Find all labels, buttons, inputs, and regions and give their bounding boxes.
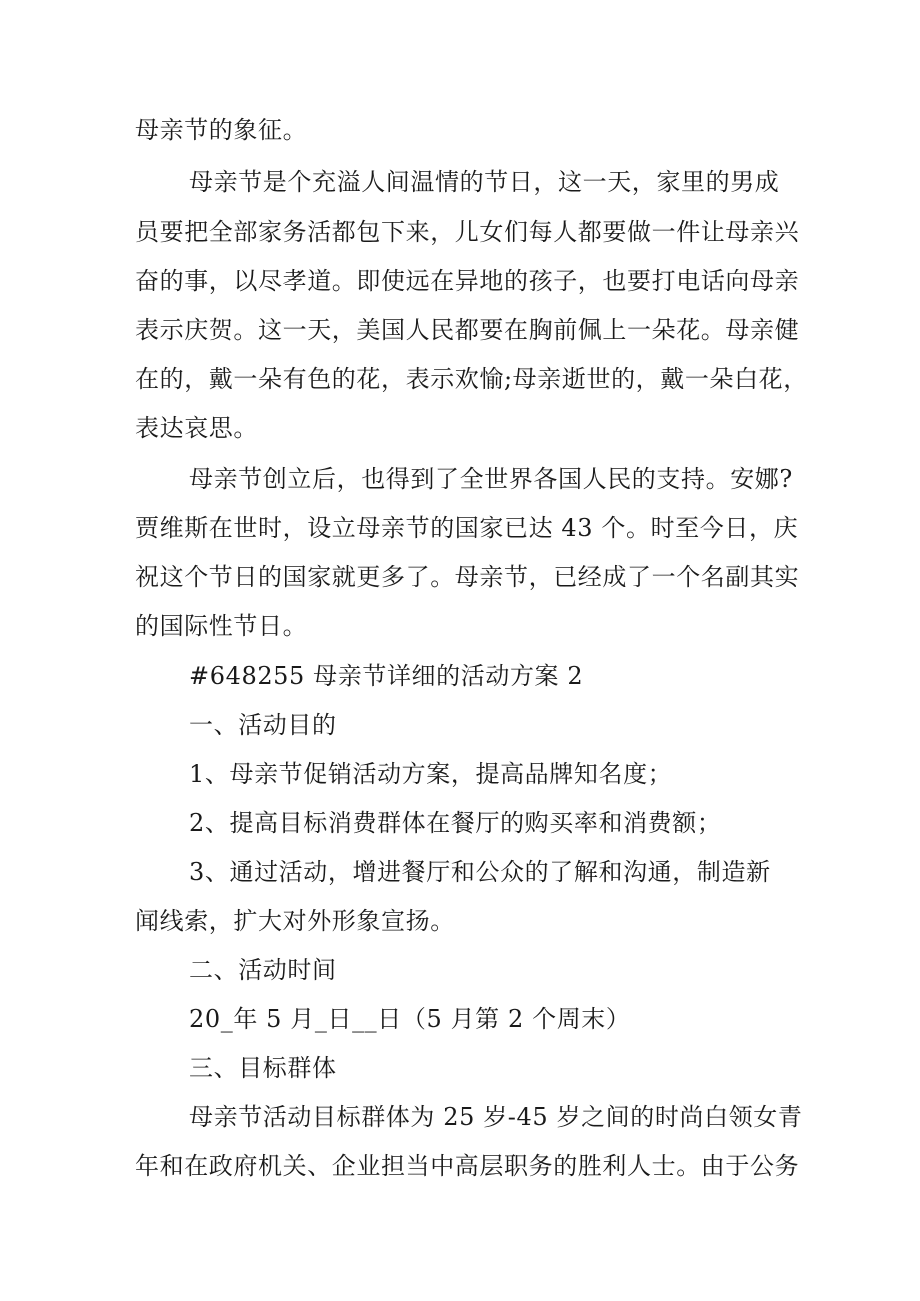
section-title: 一、活动目的 bbox=[189, 711, 337, 739]
text-line: 母亲节活动目标群体为 25 岁-45 岁之间的时尚白领女青 bbox=[189, 1103, 803, 1131]
text-line: 在的，戴一朵有色的花，表示欢愉;母亲逝世的，戴一朵白花， bbox=[135, 365, 808, 393]
text-line: 闻线索，扩大对外形象宣扬。 bbox=[135, 907, 455, 935]
text-line: 母亲节创立后，也得到了全世界各国人民的支持。安娜? bbox=[189, 465, 793, 493]
section-title: 三、目标群体 bbox=[189, 1054, 337, 1082]
text-line: 的国际性节日。 bbox=[135, 612, 308, 640]
text-line: 母亲节是个充溢人间温情的节日，这一天，家里的男成 bbox=[189, 168, 780, 196]
list-item: 2、提高目标消费群体在餐厅的购买率和消费额； bbox=[189, 809, 722, 837]
text-line: 贾维斯在世时，设立母亲节的国家已达 43 个。时至今日，庆 bbox=[135, 514, 799, 542]
text-line: 母亲节的象征。 bbox=[135, 116, 308, 144]
text-line: 表示庆贺。这一天，美国人民都要在胸前佩上一朵花。母亲健 bbox=[135, 316, 800, 344]
text-line: 奋的事，以尽孝道。即使远在异地的孩子，也要打电话向母亲 bbox=[135, 267, 800, 295]
list-item: 3、通过活动，增进餐厅和公众的了解和沟通，制造新 bbox=[189, 858, 771, 886]
section-title: 二、活动时间 bbox=[189, 956, 337, 984]
text-line: 表达哀思。 bbox=[135, 414, 258, 442]
text-line: 祝这个节日的国家就更多了。母亲节，已经成了一个名副其实 bbox=[135, 563, 800, 591]
list-item: 1、母亲节促销活动方案，提高品牌知名度； bbox=[189, 760, 673, 788]
section-heading: #648255 母亲节详细的活动方案 2 bbox=[189, 662, 584, 690]
text-line: 年和在政府机关、企业担当中高层职务的胜利人士。由于公务 bbox=[135, 1152, 800, 1180]
text-line: 员要把全部家务活都包下来，儿女们每人都要做一件让母亲兴 bbox=[135, 218, 800, 246]
text-line: 20_年 5 月_日__日（5 月第 2 个周末） bbox=[189, 1005, 631, 1033]
